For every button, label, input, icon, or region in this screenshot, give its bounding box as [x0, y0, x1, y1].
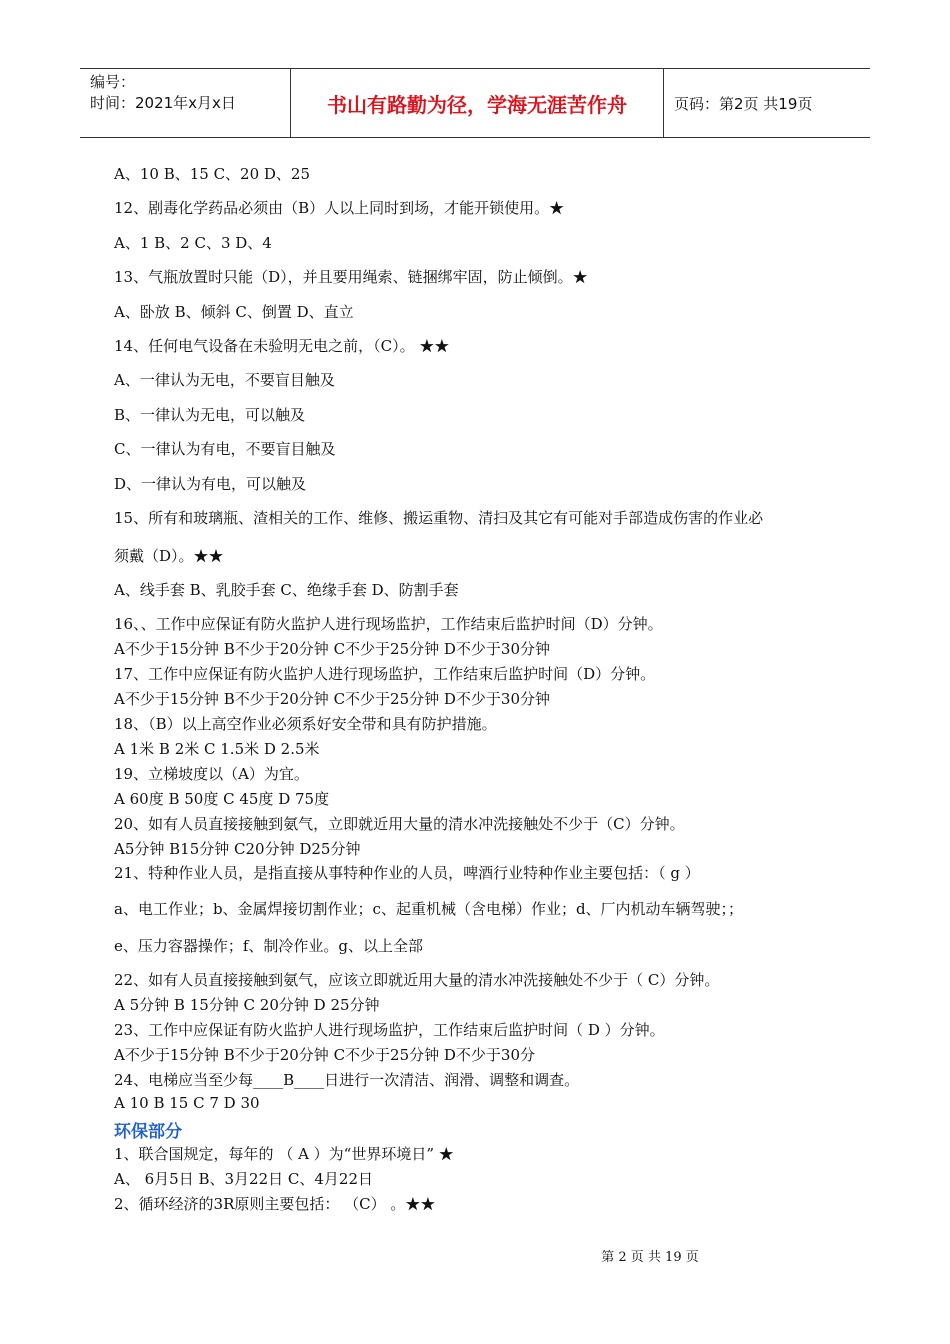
question-12: 12、剧毒化学药品必须由（B）人以上同时到场，才能开锁使用。★ — [114, 199, 565, 217]
text-line: A不少于15分钟 B不少于20分钟 C不少于25分钟 D不少于30分钟 — [114, 690, 551, 708]
text-line: A不少于15分钟 B不少于20分钟 C不少于25分钟 D不少于30分 — [114, 1046, 536, 1064]
header-left-cell — [80, 69, 291, 137]
text-line: A、线手套 B、乳胶手套 C、绝缘手套 D、防割手套 — [114, 581, 459, 599]
env-question-2: 2、循环经济的3R原则主要包括： （C） 。★★ — [114, 1195, 436, 1213]
text-line: A 60度 B 50度 C 45度 D 75度 — [114, 790, 330, 808]
text-line: A 1米 B 2米 C 1.5米 D 2.5米 — [114, 740, 320, 758]
env-question-1: 1、联合国规定，每年的 （ A ）为“世界环境日” ★ — [114, 1145, 454, 1163]
question-14: 14、任何电气设备在未验明无电之前，（C）。 ★★ — [114, 337, 450, 355]
question-23: 23、工作中应保证有防火监护人进行现场监护，工作结束后监护时间（ D ）分钟。 — [114, 1021, 665, 1039]
question-19: 19、立梯坡度以（A）为宜。 — [114, 765, 309, 783]
document-number-label: 编号： — [90, 73, 136, 91]
text-line: D、一律认为有电，可以触及 — [114, 475, 307, 493]
question-21: 21、特种作业人员，是指直接从事特种作业的人员，啤酒行业特种作业主要包括：（ g ） — [114, 864, 700, 882]
question-24: 24、电梯应当至少每____B____日进行一次清洁、润滑、调整和调查。 — [114, 1071, 580, 1089]
section-title: 环保部分 — [114, 1122, 182, 1142]
page-header — [80, 68, 870, 138]
text-line: 须戴（D）。★★ — [114, 547, 224, 565]
text-line: A5分钟 B15分钟 C20分钟 D25分钟 — [114, 840, 361, 858]
text-line: A、10 B、15 C、20 D、25 — [114, 165, 311, 183]
text-line: C、一律认为有电，不要盲目触及 — [114, 440, 336, 458]
question-17: 17、工作中应保证有防火监护人进行现场监护，工作结束后监护时间（D）分钟。 — [114, 665, 656, 683]
document-time-label: 时间：2021年x月x日 — [90, 94, 236, 112]
text-line: A、1 B、2 C、3 D、4 — [114, 234, 272, 252]
header-motto: 书山有路勤为径，学海无涯苦作舟 — [291, 69, 664, 137]
text-line: A、一律认为无电，不要盲目触及 — [114, 371, 335, 389]
text-line: A、 6月5日 B、3月22日 C、4月22日 — [114, 1170, 373, 1188]
text-line: a、电工作业；b、金属焊接切割作业；c、起重机械（含电梯）作业；d、厂内机动车辆驾驶；； — [114, 900, 744, 918]
text-line: e、压力容器操作；f、制冷作业。g、以上全部 — [114, 937, 424, 955]
question-18: 18、（B）以上高空作业必须系好安全带和具有防护措施。 — [114, 715, 497, 733]
page-footer: 第 2 页 共 19 页 — [601, 1250, 699, 1265]
text-line: A不少于15分钟 B不少于20分钟 C不少于25分钟 D不少于30分钟 — [114, 640, 551, 658]
question-20: 20、如有人员直接接触到氨气，立即就近用大量的清水冲洗接触处不少于（C）分钟。 — [114, 815, 685, 833]
question-15: 15、所有和玻璃瓶、渣相关的工作、维修、搬运重物、清扫及其它有可能对手部造成伤害的作业必 — [114, 509, 764, 527]
question-13: 13、气瓶放置时只能（D），并且要用绳索、链捆绑牢固，防止倾倒。★ — [114, 268, 588, 286]
question-16: 16、、工作中应保证有防火监护人进行现场监护，工作结束后监护时间（D）分钟。 — [114, 615, 663, 633]
header-page-label: 页码：第2页 共19页 — [674, 94, 813, 113]
question-22: 22、如有人员直接接触到氨气，应该立即就近用大量的清水冲洗接触处不少于（ C）分钟。 — [114, 971, 720, 989]
text-line: A 10 B 15 C 7 D 30 — [114, 1094, 260, 1112]
text-line: B、一律认为无电，可以触及 — [114, 406, 306, 424]
text-line: A 5分钟 B 15分钟 C 20分钟 D 25分钟 — [114, 996, 380, 1014]
text-line: A、卧放 B、倾斜 C、倒置 D、直立 — [114, 303, 354, 321]
